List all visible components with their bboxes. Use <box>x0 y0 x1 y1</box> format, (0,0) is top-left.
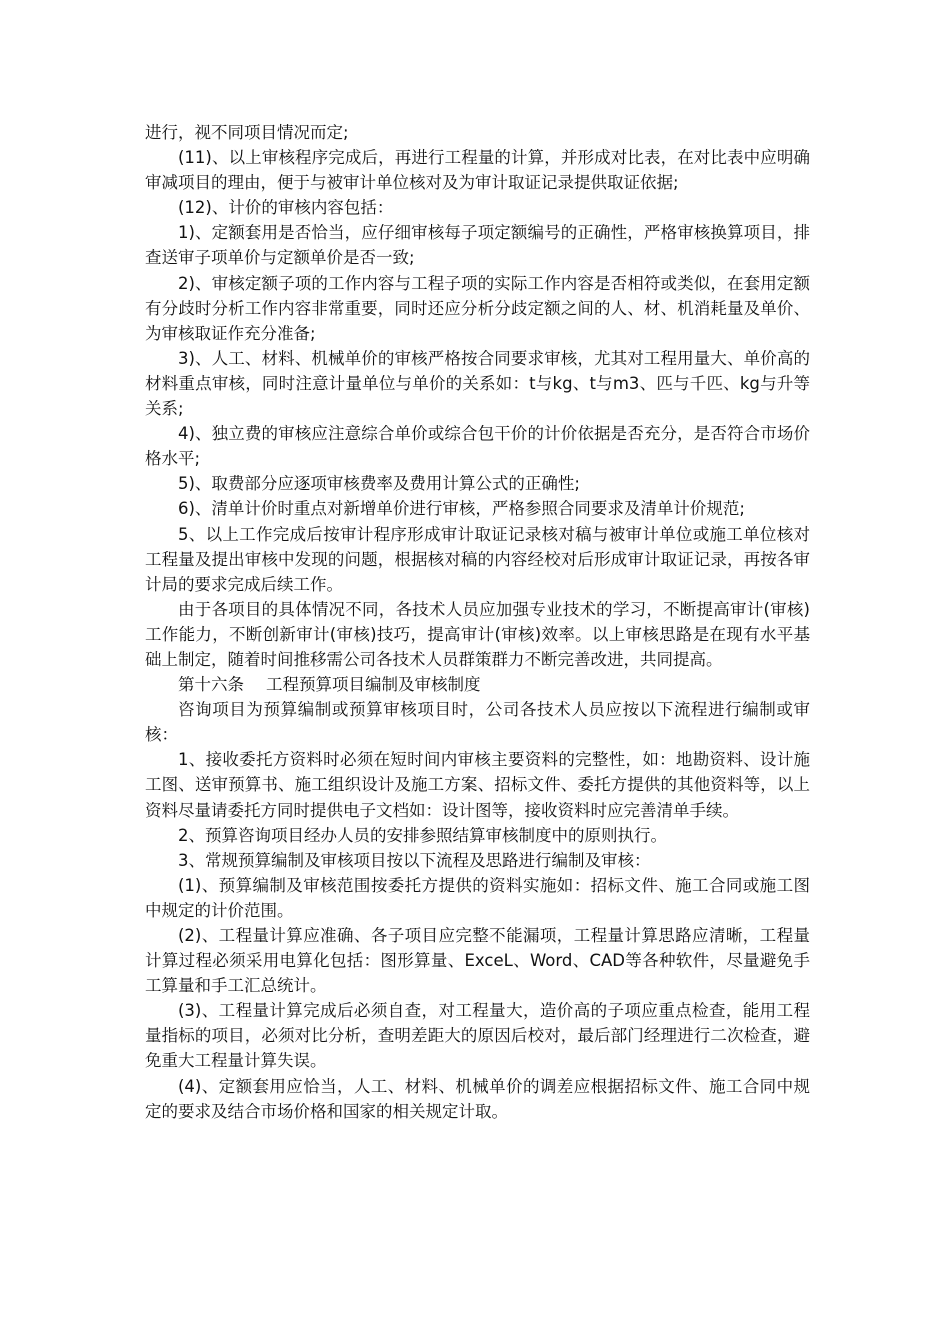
paragraph: (3)、工程量计算完成后必须自查，对工程量大，造价高的子项应重点检查，能用工程量指标的项目，必须对比分析，查明差距大的原因后校对，最后部门经理进行二次检查，避免重大工程量计算失误。 <box>145 1001 810 1071</box>
paragraph: 咨询项目为预算编制或预算审核项目时，公司各技术人员应按以下流程进行编制或审核： <box>145 700 810 745</box>
paragraph: 5)、取费部分应逐项审核费率及费用计算公式的正确性; <box>178 474 580 494</box>
paragraph: 5、以上工作完成后按审计程序形成审计取证记录核对稿与被审计单位或施工单位核对工程量及提出审核中发现的问题，根据核对稿的内容经校对后形成审计取证记录，再按各审计局的要求完成后续工作。 <box>145 524 810 594</box>
paragraph: (12)、计价的审核内容包括： <box>178 198 394 218</box>
document-body <box>145 120 810 1124</box>
paragraph: 由于各项目的具体情况不同，各技术人员应加强专业技术的学习，不断提高审计(审核)工作能力，不断创新审计(审核)技巧，提高审计(审核)效率。以上审核思路是在现有水平基础上制定，随着时间推移需公司各技术人员群策群力不断完善改进，共同提高。 <box>145 599 810 669</box>
paragraph: 6)、清单计价时重点对新增单价进行审核，严格参照合同要求及清单计价规范; <box>178 499 745 519</box>
paragraph: 1、接收委托方资料时必须在短时间内审核主要资料的完整性，如：地勘资料、设计施工图、送审预算书、施工组织设计及施工方案、招标文件、委托方提供的其他资料等，以上资料尽量请委托方同时提供电子文档如：设计图等，接收资料时应完善清单手续。 <box>145 750 810 820</box>
paragraph: 4)、独立费的审核应注意综合单价或综合包干价的计价依据是否充分，是否符合市场价格水平; <box>145 424 810 469</box>
paragraph: 1)、定额套用是否恰当，应仔细审核每子项定额编号的正确性，严格审核换算项目，排查送审子项单价与定额单价是否一致; <box>145 223 810 268</box>
paragraph: 2)、审核定额子项的工作内容与工程子项的实际工作内容是否相符或类似，在套用定额有分歧时分析工作内容非常重要，同时还应分析分歧定额之间的人、材、机消耗量及单价、为审核取证作充分准备; <box>145 273 810 343</box>
paragraph: 2、预算咨询项目经办人员的安排参照结算审核制度中的原则执行。 <box>178 825 667 845</box>
article-heading <box>145 672 810 697</box>
paragraph: 3)、人工、材料、机械单价的审核严格按合同要求审核，尤其对工程用量大、单价高的材料重点审核，同时注意计量单位与单价的关系如：t与kg、t与m3、匹与千匹、kg与升等关系; <box>145 348 810 419</box>
paragraph: 3、常规预算编制及审核项目按以下流程及思路进行编制及审核： <box>178 850 651 870</box>
article-title: 工程预算项目编制及审核制度 <box>266 675 481 695</box>
paragraph: (11)、以上审核程序完成后，再进行工程量的计算，并形成对比表，在对比表中应明确审减项目的理由，便于与被审计单位核对及为审计取证记录提供取证依据; <box>145 148 810 193</box>
paragraph: 进行，视不同项目情况而定; <box>145 123 349 142</box>
paragraph: (1)、预算编制及审核范围按委托方提供的资料实施如：招标文件、施工合同或施工图中规定的计价范围。 <box>145 875 810 920</box>
paragraph: (4)、定额套用应恰当，人工、材料、机械单价的调差应根据招标文件、施工合同中规定的要求及结合市场价格和国家的相关规定计取。 <box>145 1076 810 1121</box>
paragraph: (2)、工程量计算应准确、各子项目应完整不能漏项，工程量计算思路应清晰，工程量计算过程必须采用电算化包括：图形算量、ExceL、Word、CAD等各种软件，尽量避免手工算量和手工汇总统计。 <box>145 926 810 996</box>
article-number: 第十六条 <box>178 675 244 695</box>
